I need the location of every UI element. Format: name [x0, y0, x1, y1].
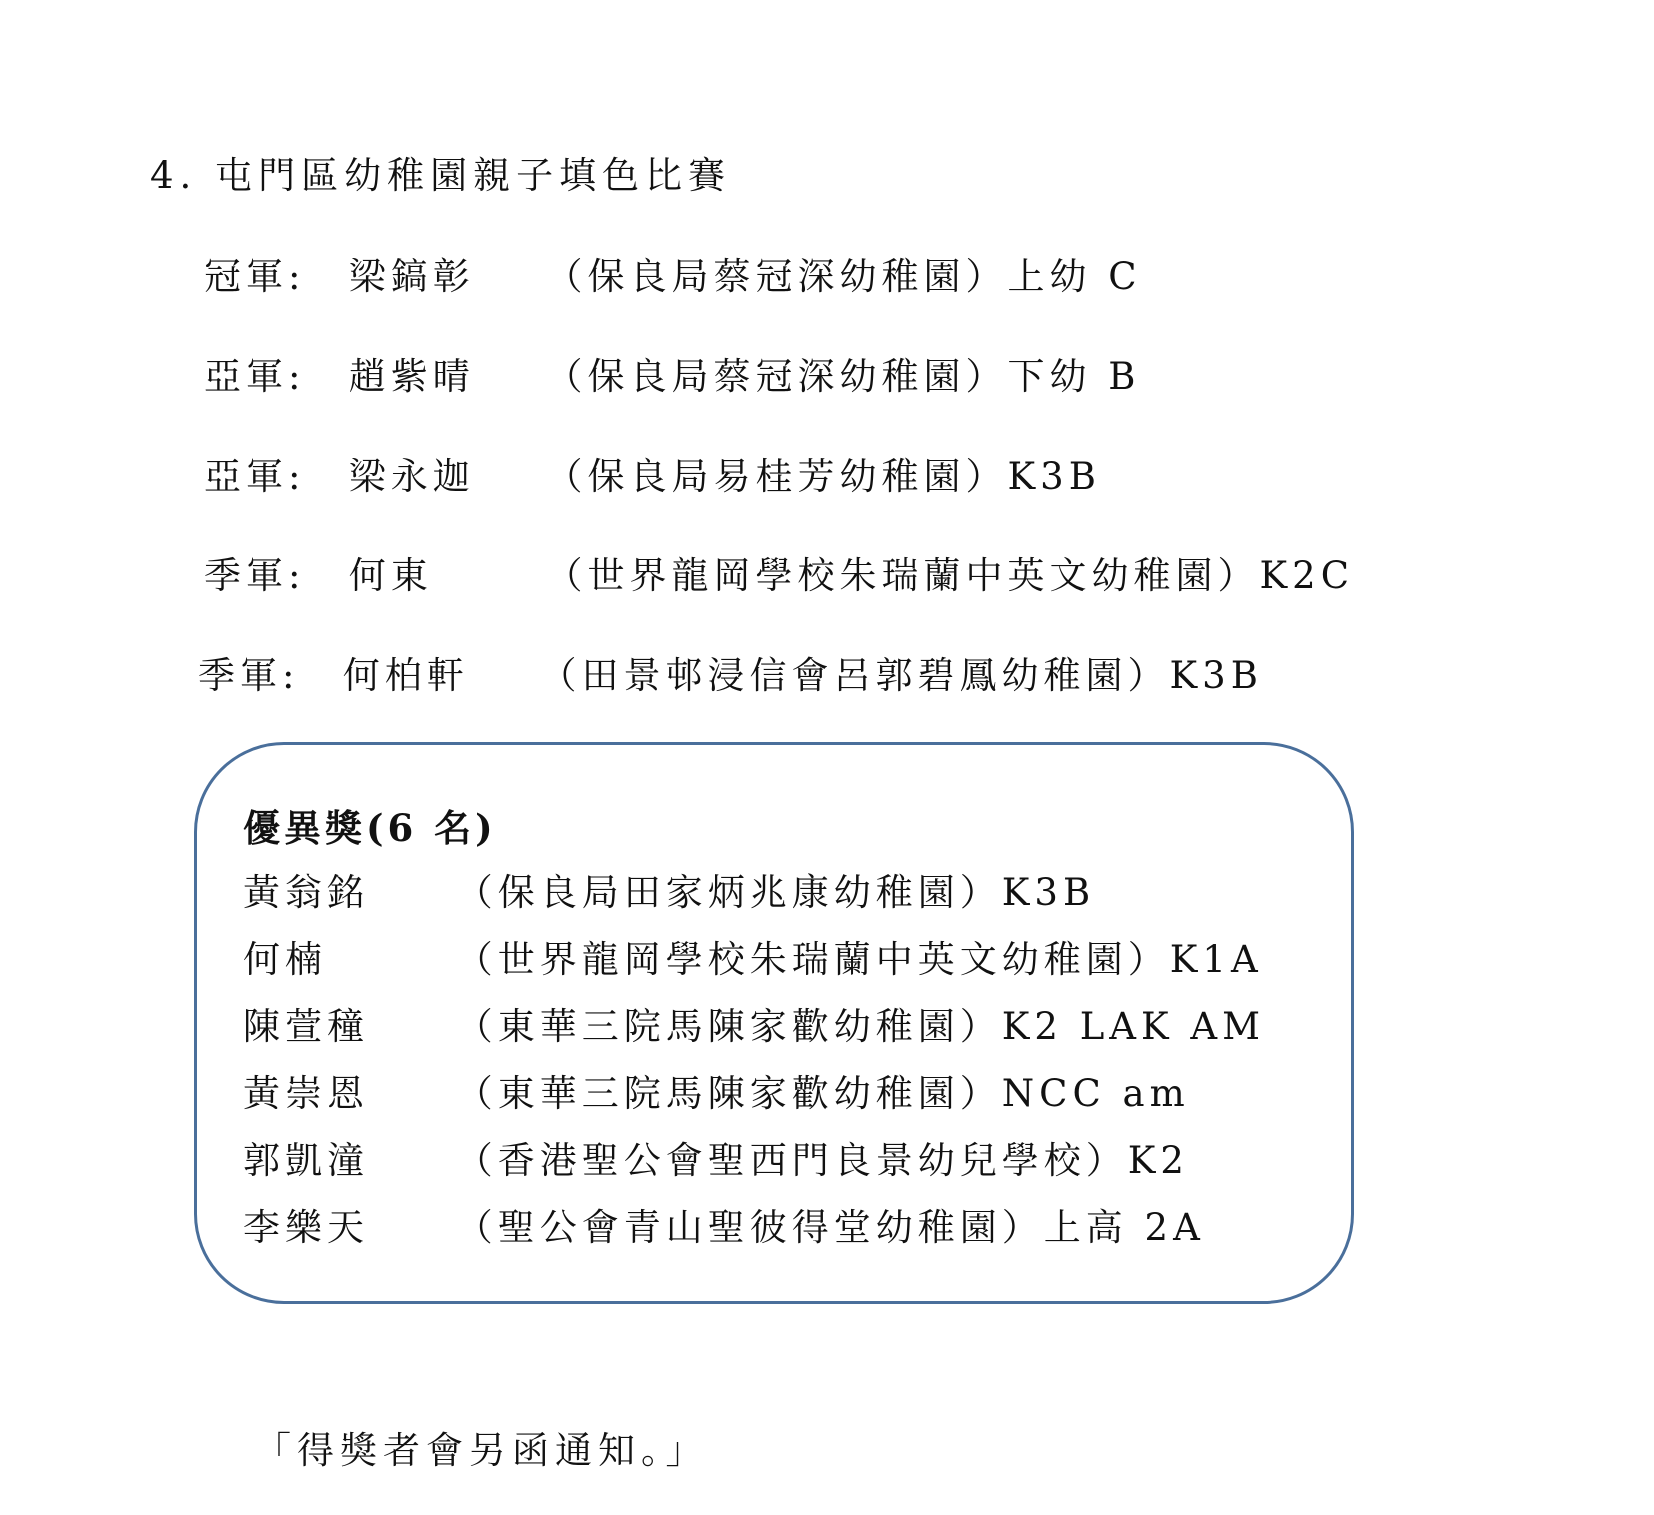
merit-name: 黃崇恩: [243, 1072, 369, 1115]
winner-school: （保良局蔡冠深幼稚園）上幼 C: [545, 255, 1142, 298]
merit-school: （世界龍岡學校朱瑞蘭中英文幼稚園）K1A: [455, 938, 1263, 981]
winner-name: 何東: [348, 554, 433, 597]
winner-name: 趙紫晴: [348, 355, 475, 398]
list-item: [243, 1197, 1265, 1264]
winner-row-second-runner-up: [204, 446, 1101, 496]
merit-name: 何楠: [243, 938, 327, 981]
merit-school: （香港聖公會聖西門良景幼兒學校）K2: [455, 1139, 1189, 1182]
merit-award-box: [194, 742, 1354, 1304]
list-item: [243, 1130, 1265, 1197]
merit-school: （東華三院馬陳家歡幼稚園）NCC am: [455, 1072, 1190, 1115]
winner-row-champion: [204, 246, 1142, 296]
merit-name: 黃翁銘: [243, 871, 369, 914]
merit-school: （保良局田家炳兆康幼稚園）K3B: [455, 871, 1096, 914]
winner-name: 何柏軒: [342, 654, 469, 697]
winner-title: 季軍:: [198, 654, 300, 697]
winner-row-third-place: [204, 545, 1354, 595]
merit-name: 郭凱潼: [243, 1139, 369, 1182]
list-item: [243, 862, 1265, 929]
merit-award-list: [243, 862, 1265, 1264]
merit-name: 陳萱穜: [243, 1005, 369, 1048]
winner-school: （保良局易桂芳幼稚園）K3B: [545, 455, 1101, 498]
list-item: [243, 929, 1265, 996]
winner-title: 亞軍:: [204, 455, 306, 498]
winner-name: 梁鎬彰: [348, 255, 475, 298]
winner-title: 亞軍:: [204, 355, 306, 398]
winner-row-third-place-2: [198, 645, 1263, 695]
list-item: [243, 1063, 1265, 1130]
winner-school: （世界龍岡學校朱瑞蘭中英文幼稚園）K2C: [545, 554, 1355, 597]
winner-school: （保良局蔡冠深幼稚園）下幼 B: [545, 355, 1141, 398]
list-item: [243, 996, 1265, 1063]
winner-name: 梁永迦: [348, 455, 475, 498]
winner-title: 冠軍:: [204, 255, 306, 298]
merit-name: 李樂天: [243, 1206, 369, 1249]
section-title: 4. 屯門區幼稚園親子填色比賽: [150, 154, 732, 197]
merit-school: （東華三院馬陳家歡幼稚園）K2 LAK AM: [455, 1005, 1266, 1048]
winner-row-first-runner-up: [204, 346, 1140, 396]
winner-title: 季軍:: [204, 554, 306, 597]
notice-text: 「得獎者會另函通知。」: [254, 1429, 709, 1472]
winner-school: （田景邨浸信會呂郭碧鳳幼稚園）K3B: [539, 654, 1263, 697]
merit-award-title: 優異獎(6 名): [243, 806, 497, 850]
merit-school: （聖公會青山聖彼得堂幼稚園）上高 2A: [455, 1206, 1205, 1249]
